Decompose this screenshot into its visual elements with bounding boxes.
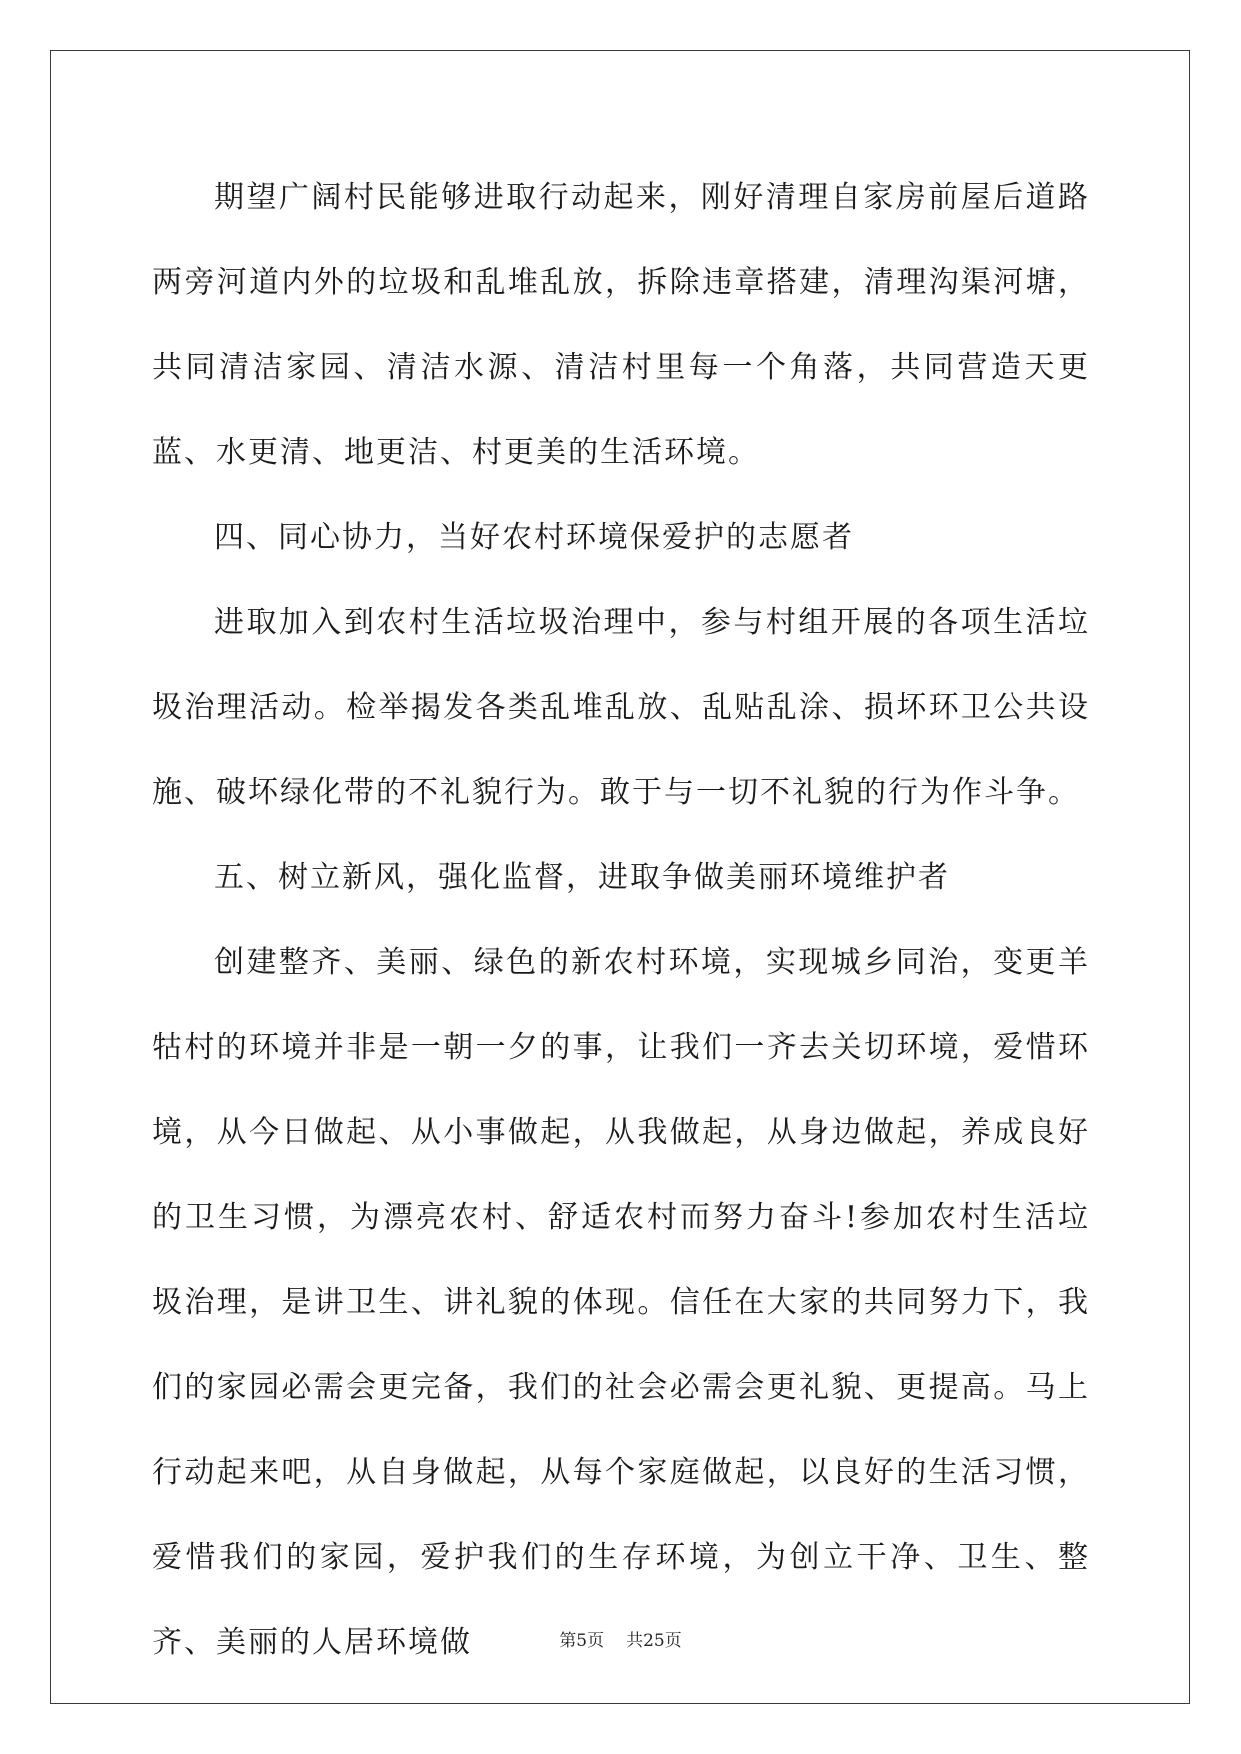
document-body [152,155,1090,1685]
paragraph-new-village: 创建整齐、美丽、绿色的新农村环境，实现城乡同治，变更羊牯村的环境并非是一朝一夕的事，让我们一齐去关切环境，爱惜环境，从今日做起、从小事做起，从我做起，从身边做起，养成良好的卫生习惯，为漂亮农村、舒适农村而努力奋斗!参加农村生活垃圾治理，是讲卫生、讲礼貌的体现。信任在大家的共同努力下，我们的家园必需会更完备，我们的社会必需会更礼貌、更提高。马上行动起来吧，从自身做起，从每个家庭做起，以良好的生活习惯，爱惜我们的家园，爱护我们的生存环境，为创立干净、卫生、整齐、美丽的人居环境做 [152,945,1090,1660]
page-footer [0,1626,1241,1651]
section-heading-five: 五、树立新风，强化监督，进取争做美丽环境维护者 [214,860,950,895]
page-number: 第5页 [559,1631,605,1651]
paragraph-cleanup-appeal: 期望广阔村民能够进取行动起来，刚好清理自家房前屋后道路两旁河道内外的垃圾和乱堆乱放，拆除违章搭建，清理沟渠河塘，共同清洁家园、清洁水源、清洁村里每一个角落，共同营造天更蓝、水更清、地更洁、村更美的生活环境。 [152,180,1090,470]
paragraph-garbage-governance: 进取加入到农村生活垃圾治理中，参与村组开展的各项生活垃圾治理活动。检举揭发各类乱堆乱放、乱贴乱涂、损坏环卫公共设施、破坏绿化带的不礼貌行为。敢于与一切不礼貌的行为作斗争。 [152,605,1090,810]
section-heading-four: 四、同心协力，当好农村环境保爱护的志愿者 [214,520,854,555]
page-total: 共25页 [626,1631,682,1651]
